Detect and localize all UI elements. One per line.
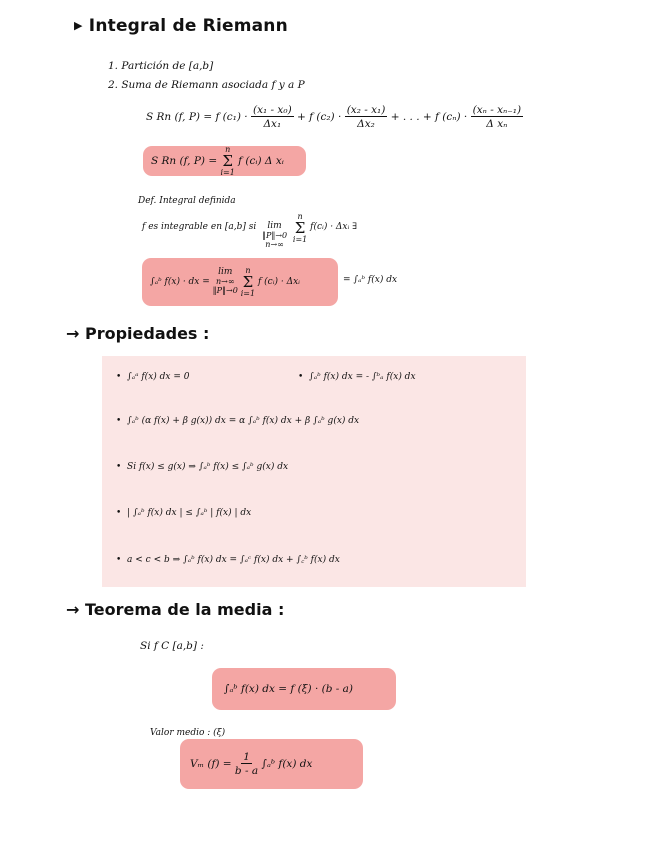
bullet-icon: ▶ bbox=[74, 19, 83, 32]
mean-value-label: Valor medio : (ξ) bbox=[150, 728, 226, 738]
property-1: • ∫ₐᵃ f(x) dx = 0 bbox=[116, 372, 190, 382]
step-partition: 1. Partición de [a,b] bbox=[108, 60, 214, 72]
mean-value-box: ∫ₐᵇ f(x) dx = f (ξ) · (b - a) bbox=[212, 668, 396, 710]
properties-panel bbox=[102, 356, 526, 587]
sigma-symbol: n Σ i=1 bbox=[292, 212, 308, 244]
definition-label: Def. Integral definida bbox=[138, 196, 236, 206]
definite-integral-result: = ∫ₐᵇ f(x) dx bbox=[343, 275, 398, 285]
property-3: • ∫ₐᵇ (α f(x) + β g(x)) dx = α ∫ₐᵇ f(x) dx + β ∫ₐᵇ g(x) dx bbox=[116, 416, 360, 426]
riemann-sum-compact-box: S Rn (f, P) = n Σ i=1 f (cᵢ) Δ xᵢ bbox=[143, 146, 306, 176]
step-riemann-sum: 2. Suma de Riemann asociada f y a P bbox=[108, 79, 305, 91]
riemann-sum-expanded: S Rn (f, P) = f (c₁) · $\frac{\text{(x₁ - x₀)}}{\text{Δx₁}}$ + f (c₂) · $\frac{\text{(x₂ - x₁)}}{\text{Δx₂}}$ + . . . + f (cₙ) · $\frac{\text{(xₙ - xₙ₋₁)}}{\text{Δ xₙ}}$ bbox=[146, 104, 522, 131]
sigma-symbol: n Σ i=1 bbox=[220, 144, 235, 177]
definite-integral-box: ∫ₐᵇ f(x) · dx = lim n→∞ ‖P‖→0 n Σ i=1 f (cᵢ) · Δxᵢ bbox=[142, 258, 338, 306]
mean-value-formula-box: Vₘ (f) = $\frac{1}{b - a}$ ∫ₐᵇ f(x) dx bbox=[180, 739, 363, 789]
section-title-teorema: → Teorema de la media : bbox=[66, 600, 285, 619]
fraction-2: $\frac{\text{(x₂ - x₁)}}{\text{Δx₂}}$ bbox=[346, 104, 386, 131]
sigma-symbol: n Σ i=1 bbox=[240, 265, 256, 298]
limit: lim ‖P‖→0 n→∞ bbox=[261, 221, 288, 249]
property-2: • ∫ₐᵇ f(x) dx = - ∫ᵇₐ f(x) dx bbox=[298, 372, 416, 382]
fraction-mean: $\frac{1}{b - a}$ bbox=[234, 750, 259, 777]
property-5: • | ∫ₐᵇ f(x) dx | ≤ ∫ₐᵇ | f(x) | dx bbox=[116, 508, 252, 518]
limit: lim n→∞ ‖P‖→0 bbox=[212, 267, 238, 295]
property-4: • Si f(x) ≤ g(x) ⇒ ∫ₐᵇ f(x) ≤ ∫ₐᵇ g(x) dx bbox=[116, 462, 289, 472]
section-title-riemann bbox=[74, 16, 288, 36]
theorem-condition: Si f C [a,b] : bbox=[140, 640, 204, 652]
fraction-1: $\frac{\text{(x₁ - x₀)}}{\text{Δx₁}}$ bbox=[252, 104, 292, 131]
riemann-title: Integral de Riemann bbox=[88, 16, 288, 36]
section-title-propiedades: → Propiedades : bbox=[66, 324, 210, 343]
fraction-3: $\frac{\text{(xₙ - xₙ₋₁)}}{\text{Δ xₙ}}$ bbox=[472, 104, 522, 131]
definition-line: f es integrable en [a,b] si lim ‖P‖→0 n→∞ n Σ i=1 f(cᵢ) · Δxᵢ ∃ bbox=[142, 212, 358, 249]
property-6: • a < c < b ⇒ ∫ₐᵇ f(x) dx = ∫ₐᶜ f(x) dx + ∫꜀ᵇ f(x) dx bbox=[116, 555, 340, 565]
